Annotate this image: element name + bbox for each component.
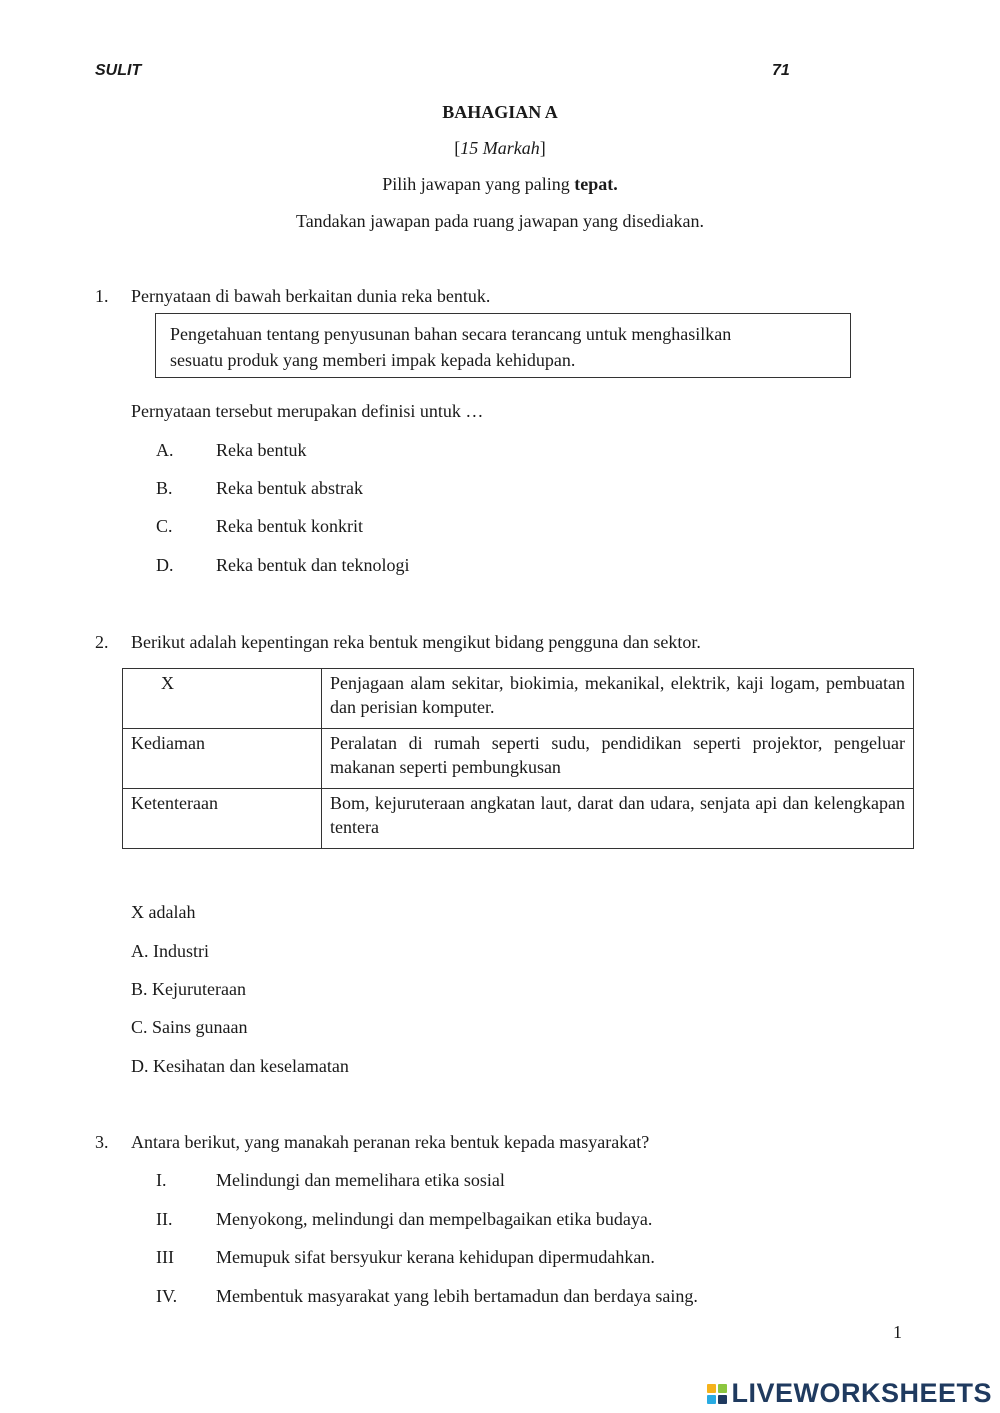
item-text: Melindungi dan memelihara etika sosial bbox=[216, 1170, 505, 1190]
item-text: Membentuk masyarakat yang lebih bertamadun dan berdaya saing. bbox=[216, 1286, 698, 1306]
logo-square bbox=[707, 1395, 716, 1404]
logo-square bbox=[707, 1384, 716, 1393]
item-numeral: III bbox=[156, 1247, 174, 1267]
question-1-number: 1. bbox=[95, 286, 109, 306]
table-row bbox=[123, 789, 914, 849]
item-numeral: IV. bbox=[156, 1286, 178, 1306]
option-letter: D. bbox=[156, 555, 174, 575]
option-letter: A. bbox=[156, 440, 174, 460]
table-cell-field: Ketenteraan bbox=[123, 789, 322, 849]
option-text: Reka bentuk abstrak bbox=[216, 478, 363, 498]
option-text: Reka bentuk bbox=[216, 440, 307, 460]
question-1-statement-box bbox=[155, 313, 851, 378]
header-confidential-label: SULIT bbox=[95, 62, 142, 79]
liveworksheets-logo-icon bbox=[707, 1384, 727, 1404]
section-title: BAHAGIAN A bbox=[442, 102, 558, 122]
question-1-stem: Pernyataan di bawah berkaitan dunia reka bentuk. bbox=[131, 286, 491, 306]
question-3-stem: Antara berikut, yang manakah peranan reka bentuk kepada masyarakat? bbox=[131, 1132, 650, 1152]
option-text: A. Industri bbox=[131, 941, 209, 961]
table-row bbox=[123, 729, 914, 789]
section-instruction-mark: Tandakan jawapan pada ruang jawapan yang disediakan. bbox=[295, 211, 705, 231]
option-text: C. Sains gunaan bbox=[131, 1017, 248, 1037]
item-numeral: I. bbox=[156, 1170, 167, 1190]
section-marks: [15 Markah] bbox=[454, 138, 546, 158]
page-number: 1 bbox=[893, 1322, 902, 1342]
table-cell-description: Bom, kejuruteraan angkatan laut, darat dan udara, senjata api dan kelengkapan tentera bbox=[322, 789, 914, 849]
question-2-sector-table bbox=[122, 668, 914, 849]
option-letter: C. bbox=[156, 516, 173, 536]
question-2-number: 2. bbox=[95, 632, 109, 652]
statement-line: sesuatu produk yang memberi impak kepada kehidupan. bbox=[170, 350, 576, 370]
logo-square bbox=[718, 1384, 727, 1393]
question-2-prompt: X adalah bbox=[131, 902, 196, 922]
option-text: Reka bentuk dan teknologi bbox=[216, 555, 410, 575]
table-row bbox=[123, 669, 914, 729]
option-letter: B. bbox=[156, 478, 173, 498]
statement-line: Pengetahuan tentang penyusunan bahan secara terancang untuk menghasilkan bbox=[170, 324, 732, 344]
option-text: Reka bentuk konkrit bbox=[216, 516, 363, 536]
table-cell-description: Penjagaan alam sekitar, biokimia, mekanikal, elektrik, kaji logam, pembuatan dan perisian komputer. bbox=[322, 669, 914, 729]
question-1-prompt: Pernyataan tersebut merupakan definisi untuk … bbox=[131, 401, 484, 421]
item-numeral: II. bbox=[156, 1209, 173, 1229]
section-instruction-choose: Pilih jawapan yang paling tepat. bbox=[382, 174, 618, 194]
header-paper-code: 71 bbox=[772, 62, 790, 79]
brand-name: LIVEWORKSHEETS bbox=[731, 1378, 992, 1408]
item-text: Menyokong, melindungi dan mempelbagaikan etika budaya. bbox=[216, 1209, 653, 1229]
option-text: B. Kejuruteraan bbox=[131, 979, 246, 999]
item-text: Memupuk sifat bersyukur kerana kehidupan dipermudahkan. bbox=[216, 1247, 655, 1267]
liveworksheets-brand[interactable] bbox=[707, 1378, 992, 1409]
question-3-number: 3. bbox=[95, 1132, 109, 1152]
logo-square bbox=[718, 1395, 727, 1404]
table-cell-field: Kediaman bbox=[123, 729, 322, 789]
option-text: D. Kesihatan dan keselamatan bbox=[131, 1056, 349, 1076]
question-2-stem: Berikut adalah kepentingan reka bentuk mengikut bidang pengguna dan sektor. bbox=[131, 632, 701, 652]
table-cell-description: Peralatan di rumah seperti sudu, pendidikan seperti projektor, pengeluar makanan seperti pembungkusan bbox=[322, 729, 914, 789]
table-cell-field: X bbox=[123, 669, 322, 729]
